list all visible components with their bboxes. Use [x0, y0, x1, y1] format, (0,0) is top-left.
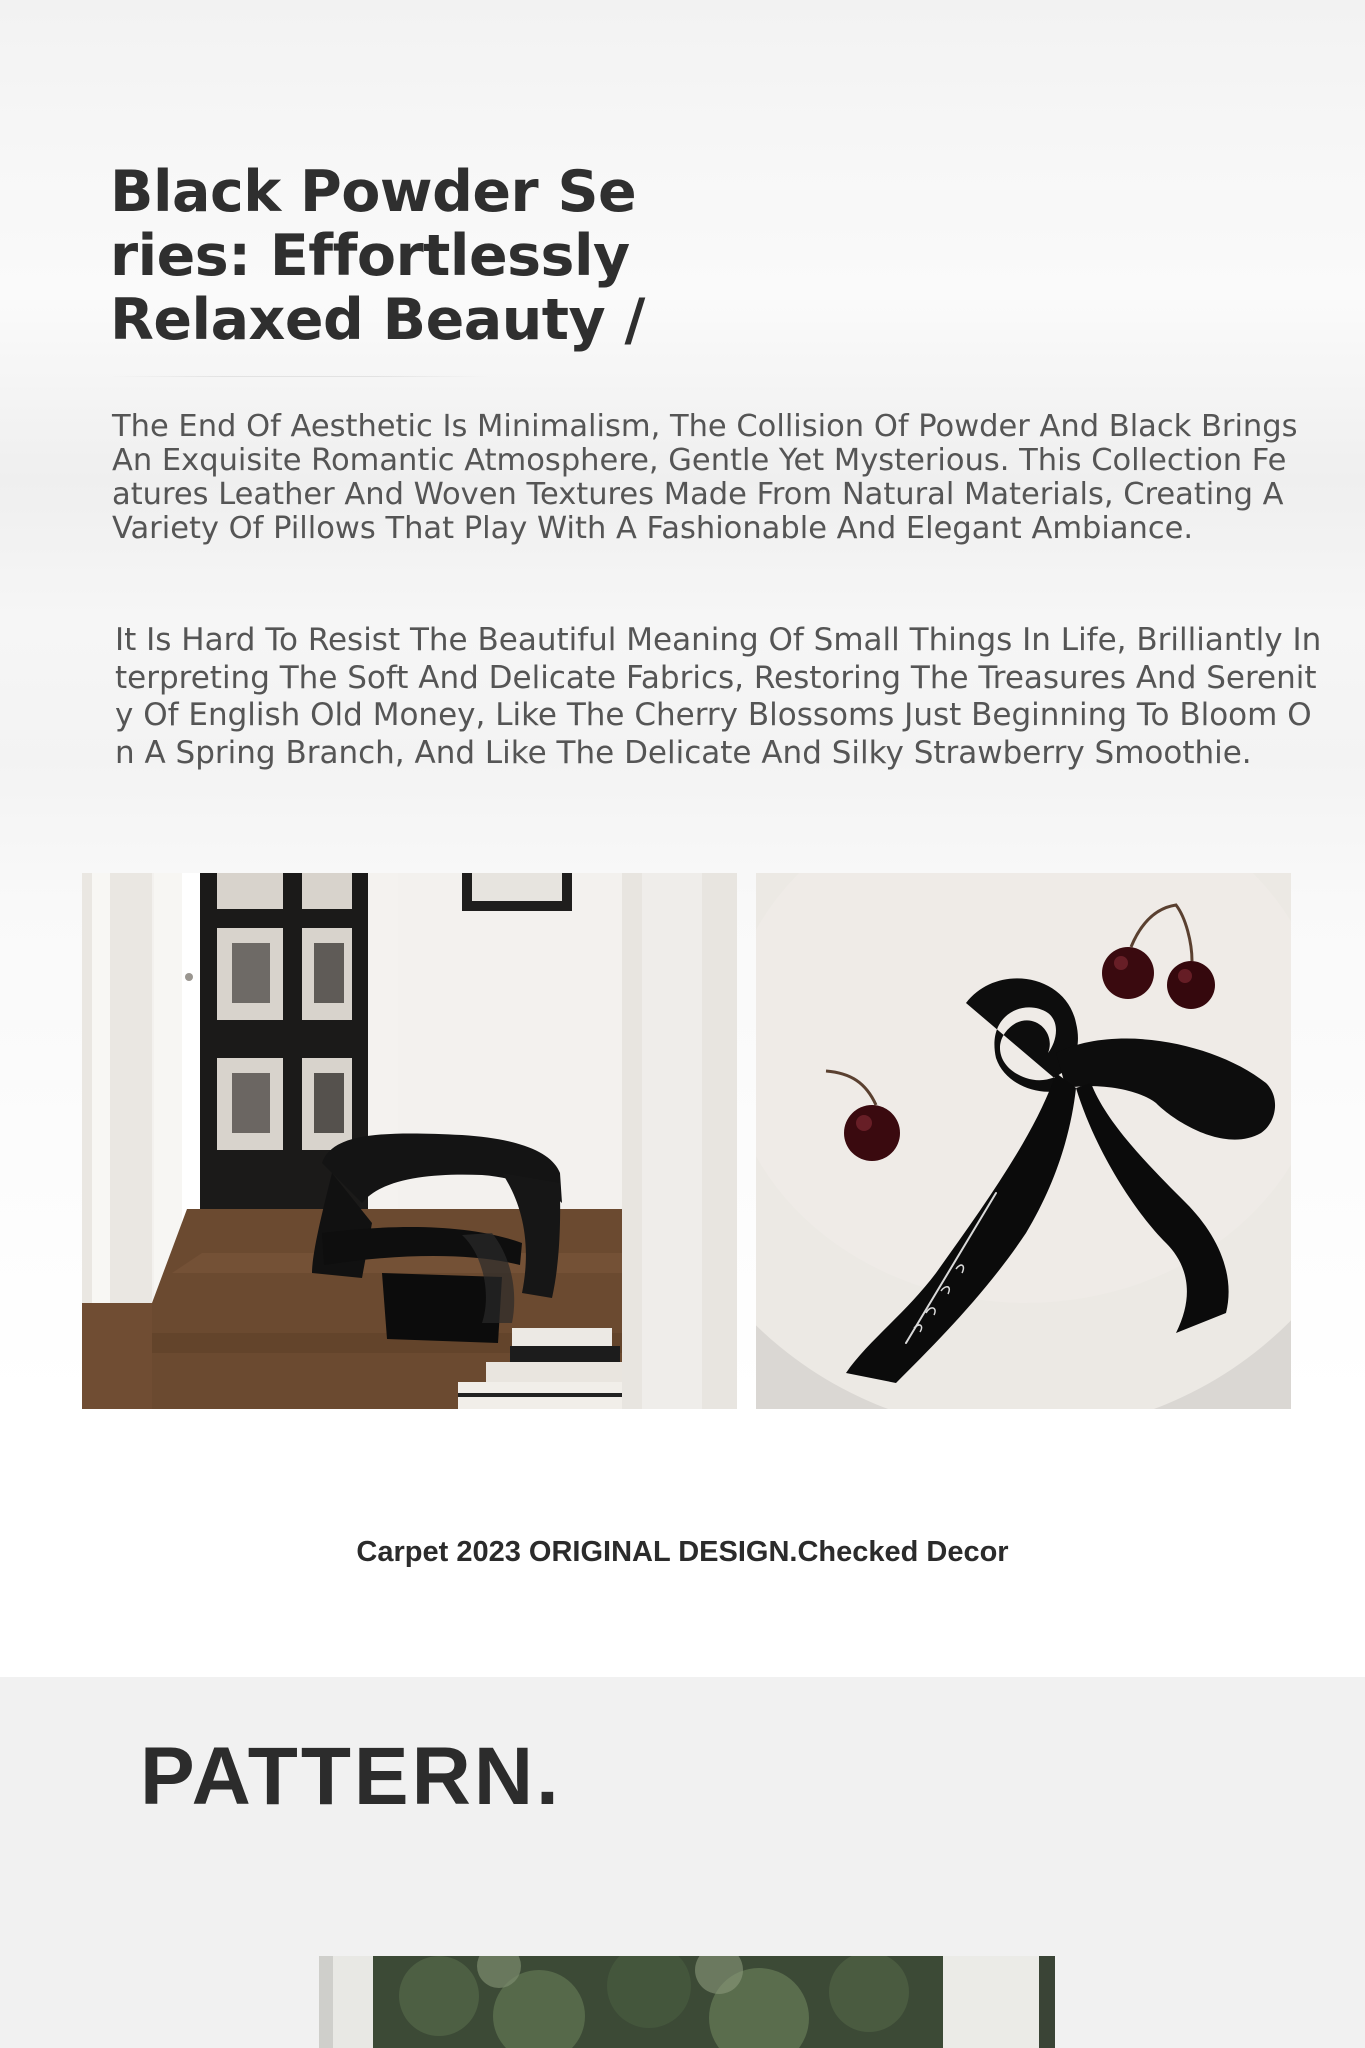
window-trees-photo [319, 1956, 1055, 2048]
gallery-caption: Carpet 2023 ORIGINAL DESIGN.Checked Decor [356, 1536, 1009, 1568]
story-paragraph: It Is Hard To Resist The Beautiful Meaning Of Small Things In Life, Brilliantly Interpreting The Soft And Delicate Fabrics, Restoring The Treasures And Serenity Of English Old Money, Like The Cherry Blossoms Just Beginning To Bloom On A Spring Branch, And Like The Delicate And Silky Strawberry Smoothie. [115, 622, 1322, 771]
page-title: Black Powder Series: Effortlessly Relaxed Beauty / [110, 159, 645, 353]
intro-paragraph: The End Of Aesthetic Is Minimalism, The Collision Of Powder And Black Brings An Exquisite Romantic Atmosphere, Gentle Yet Mysterious. This Collection Features Leather And Woven Textures Made From Natural Materials, Creating A Variety Of Pillows That Play With A Fashionable And Elegant Ambiance. [112, 409, 1298, 546]
title-divider [110, 376, 490, 377]
bow-cherries-photo [756, 873, 1291, 1409]
chair-interior-photo [82, 873, 737, 1409]
pattern-heading: PATTERN. [140, 1731, 562, 1822]
